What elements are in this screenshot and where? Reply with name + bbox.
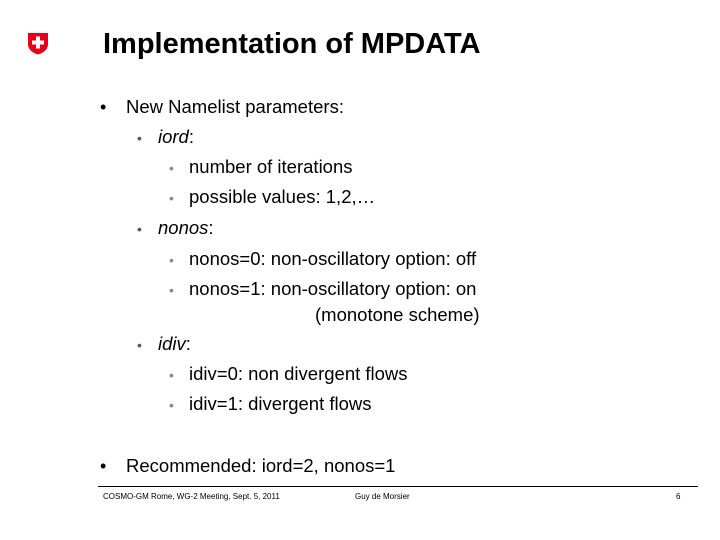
bullet-dot: • — [169, 367, 174, 383]
swiss-cross-logo-icon — [26, 31, 50, 55]
footer-author: Guy de Morsier — [355, 492, 410, 501]
bullet-dot: • — [169, 160, 174, 176]
param-iord: iord — [158, 126, 189, 147]
bullet-idiv-2: idiv=1: divergent flows — [189, 393, 372, 414]
bullet-dot: • — [169, 190, 174, 206]
bullet-nonos-2-cont: (monotone scheme) — [315, 304, 480, 325]
bullet-nonos-2: nonos=1: non-oscillatory option: on — [189, 278, 477, 299]
page-number: 6 — [676, 492, 681, 501]
bullet-recommended: Recommended: iord=2, nonos=1 — [126, 455, 396, 476]
param-nonos: nonos — [158, 217, 209, 238]
slide-title: Implementation of MPDATA — [103, 28, 481, 60]
bullet-dot: • — [169, 252, 174, 268]
bullet-iord — [158, 126, 194, 148]
bullet-iord-2: possible values: 1,2,… — [189, 186, 376, 207]
bullet-idiv — [158, 333, 191, 355]
param-colon: : — [185, 333, 191, 354]
footer-event: COSMO-GM Rome, WG-2 Meeting, Sept. 5, 2011 — [103, 492, 280, 501]
param-colon: : — [188, 126, 194, 147]
footer-rule — [98, 486, 698, 487]
bullet-nonos — [158, 217, 214, 239]
bullet-iord-1: number of iterations — [189, 156, 353, 177]
bullet-dot: • — [137, 221, 142, 237]
bullet-namelist: New Namelist parameters: — [126, 96, 344, 117]
param-colon: : — [208, 217, 214, 238]
bullet-nonos-1: nonos=0: non-oscillatory option: off — [189, 248, 477, 269]
bullet-dot: • — [137, 337, 142, 353]
bullet-dot: • — [100, 97, 107, 117]
bullet-idiv-1: idiv=0: non divergent flows — [189, 363, 408, 384]
bullet-dot: • — [137, 130, 142, 146]
bullet-dot: • — [100, 456, 107, 476]
bullet-dot: • — [169, 397, 174, 413]
bullet-dot: • — [169, 282, 174, 298]
param-idiv: idiv — [158, 333, 186, 354]
